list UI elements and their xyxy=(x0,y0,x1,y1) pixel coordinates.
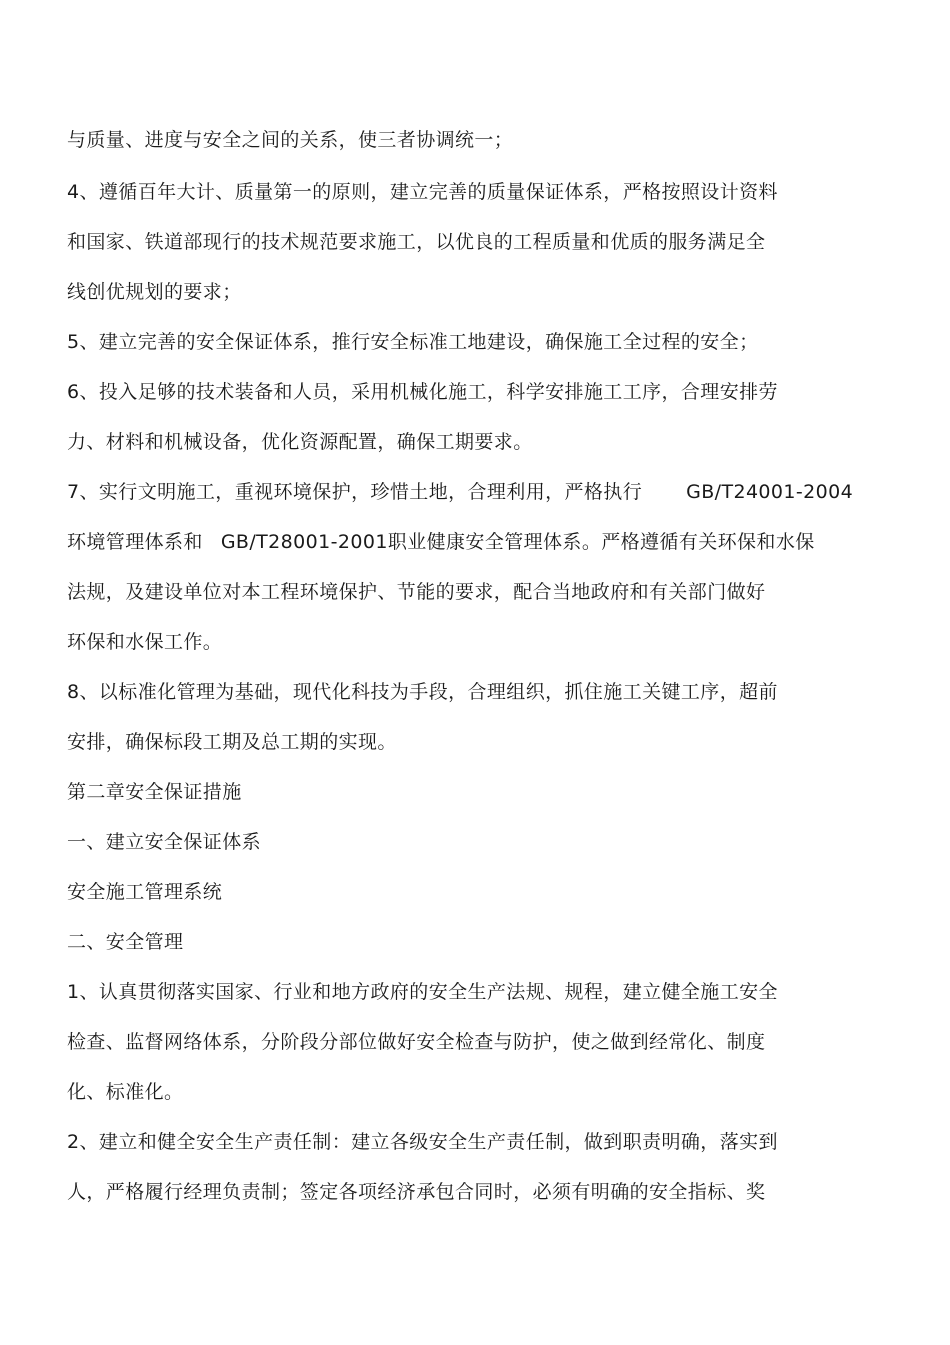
text-line: 检查、监督网络体系，分阶段分部位做好安全检查与防护，使之做到经常化、制度 xyxy=(67,1031,766,1053)
text-segment: 环境管理体系和 xyxy=(67,531,203,553)
text-segment: GB/T28001-2001职业健康安全管理体系。严格遵循有关环保和水保 xyxy=(220,531,815,553)
text-line: 和国家、铁道部现行的技术规范要求施工，以优良的工程质量和优质的服务满足全 xyxy=(67,231,766,253)
section-heading: 一、建立安全保证体系 xyxy=(67,831,262,853)
text-line: 线创优规划的要求； xyxy=(67,281,242,303)
chapter-heading: 第二章安全保证措施 xyxy=(67,781,242,803)
text-line: 安排，确保标段工期及总工期的实现。 xyxy=(67,731,397,753)
text-line: 8、以标准化管理为基础，现代化科技为手段，合理组织，抓住施工关键工序，超前 xyxy=(67,681,778,703)
text-line: 1、认真贯彻落实国家、行业和地方政府的安全生产法规、规程，建立健全施工安全 xyxy=(67,981,778,1003)
text-line xyxy=(67,480,853,504)
text-line: 2、建立和健全安全生产责任制：建立各级安全生产责任制，做到职责明确，落实到 xyxy=(67,1131,778,1153)
text-line xyxy=(67,530,815,554)
text-line: 人，严格履行经理负责制；签定各项经济承包合同时，必须有明确的安全指标、奖 xyxy=(67,1181,766,1203)
text-line: 5、建立完善的安全保证体系，推行安全标准工地建设，确保施工全过程的安全； xyxy=(67,331,759,353)
text-line: 化、标准化。 xyxy=(67,1081,184,1103)
section-heading: 二、安全管理 xyxy=(67,931,184,953)
subsection-title: 安全施工管理系统 xyxy=(67,881,223,903)
text-line: 力、材料和机械设备，优化资源配置，确保工期要求。 xyxy=(67,431,533,453)
text-line: 4、遵循百年大计、质量第一的原则，建立完善的质量保证体系，严格按照设计资料 xyxy=(67,181,778,203)
standard-code: GB/T24001-2004 xyxy=(686,481,854,503)
text-line: 与质量、进度与安全之间的关系，使三者协调统一； xyxy=(67,129,514,151)
text-line: 环保和水保工作。 xyxy=(67,631,223,653)
text-line: 6、投入足够的技术装备和人员，采用机械化施工，科学安排施工工序，合理安排劳 xyxy=(67,381,778,403)
text-segment: 7、实行文明施工，重视环境保护，珍惜土地，合理利用，严格执行 xyxy=(67,481,643,503)
text-line: 法规，及建设单位对本工程环境保护、节能的要求，配合当地政府和有关部门做好 xyxy=(67,581,766,603)
